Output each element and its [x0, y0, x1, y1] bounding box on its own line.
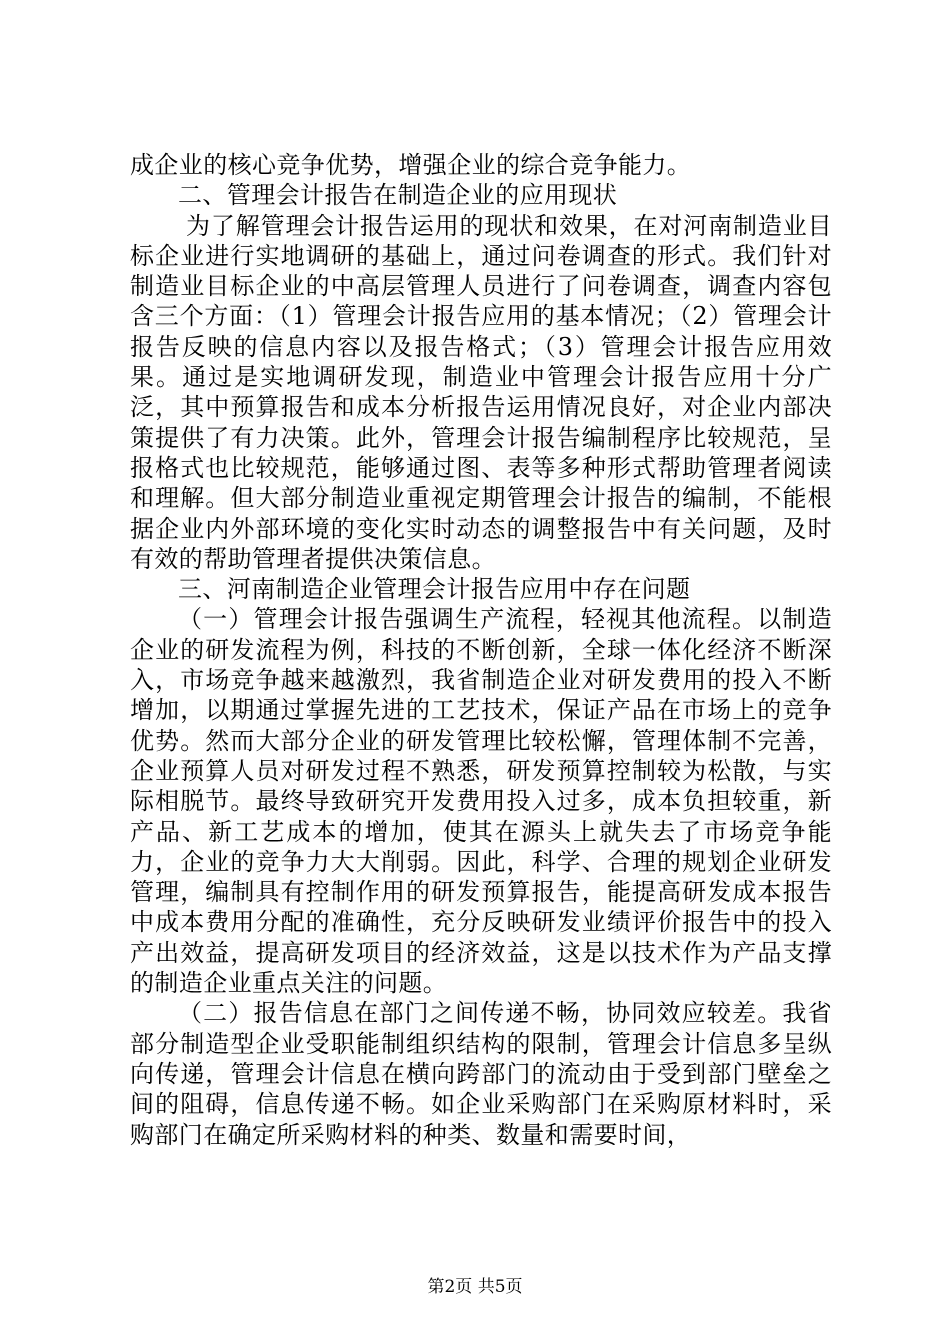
section-heading-3: 三、河南制造企业管理会计报告应用中存在问题	[178, 575, 691, 604]
paragraph-problem-1: （一）管理会计报告强调生产流程，轻视其他流程。以制造企业的研发流程为例，科技的不断创新，全球一体化经济不断深入，市场竞争越来越激烈，我省制造企业对研发费用的投入不断增加，以期通过掌握先进的工艺技术，保证产品在市场上的竞争优势。然而大部分企业的研发管理比较松懈，管理体制不完善，企业预算人员对研发过程不熟悉，研发预算控制较为松散，与实际相脱节。最终导致研究开发费用投入过多，成本负担较重，新产品、新工艺成本的增加，使其在源头上就失去了市场竞争能力，企业的竞争力大大削弱。因此，科学、合理的规划企业研发管理，编制具有控制作用的研发预算报告，能提高研发成本报告中成本费用分配的准确性，充分反映研发业绩评价报告中的投入产出效益，提高研发项目的经济效益，这是以技术作为产品支撑的制造企业重点关注的问题。	[130, 605, 832, 998]
paragraph-continuation: 成企业的核心竞争优势，增强企业的综合竞争能力。	[130, 151, 692, 179]
document-body	[130, 150, 832, 1150]
section-heading-2: 二、管理会计报告在制造企业的应用现状	[178, 181, 618, 210]
paragraph-problem-2: （二）报告信息在部门之间传递不畅，协同效应较差。我省部分制造型企业受职能制组织结构的限制，管理会计信息多呈纵向传递，管理会计信息在横向跨部门的流动由于受到部门壁垒之间的阻碍，信息传递不畅。如企业采购部门在采购原材料时，采购部门在确定所采购材料的种类、数量和需要时间，	[130, 999, 832, 1149]
paragraph-survey: 为了解管理会计报告运用的现状和效果，在对河南制造业目标企业进行实地调研的基础上，通过问卷调查的形式。我们针对制造业目标企业的中高层管理人员进行了问卷调查，调查内容包含三个方面：（1）管理会计报告应用的基本情况；（2）管理会计报告反映的信息内容以及报告格式；（3）管理会计报告应用效果。通过是实地调研发现，制造业中管理会计报告应用十分广泛，其中预算报告和成本分析报告运用情况良好，对企业内部决策提供了有力决策。此外，管理会计报告编制程序比较规范，呈报格式也比较规范，能够通过图、表等多种形式帮助管理者阅读和理解。但大部分制造业重视定期管理会计报告的编制，不能根据企业内外部环境的变化实时动态的调整报告中有关问题，及时有效的帮助管理者提供决策信息。	[130, 211, 832, 573]
page-footer: 第2页 共5页	[427, 1277, 523, 1297]
